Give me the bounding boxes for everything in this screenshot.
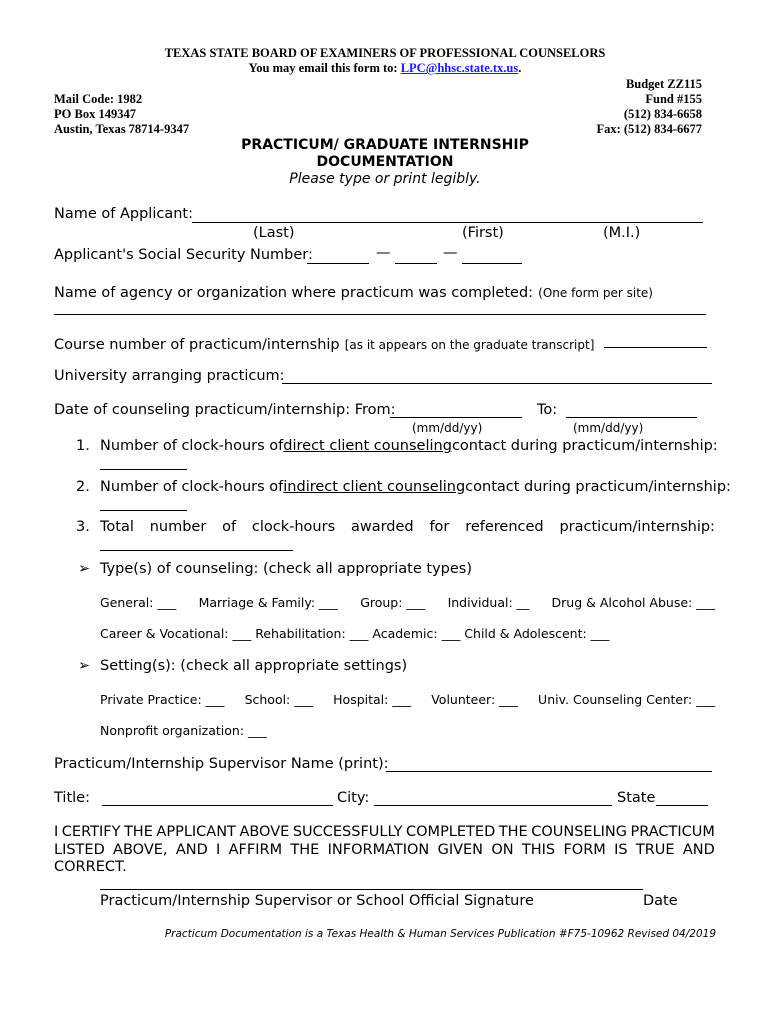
type-general-option[interactable]: General: ___ <box>100 595 177 610</box>
first-name-caption: (First) <box>462 225 504 241</box>
item-3-text <box>100 519 715 535</box>
applicant-name-field[interactable] <box>192 222 703 223</box>
po-box: PO Box 149347 <box>54 107 136 121</box>
university-label: University arranging practicum: <box>54 368 285 384</box>
setting-hospital-option[interactable]: Hospital: ___ <box>333 692 412 707</box>
cert-word: IS <box>614 842 628 858</box>
cert-word: INFORMATION <box>327 842 430 858</box>
cert-word: AND <box>175 842 208 858</box>
form-instruction: Please type or print legibly. <box>289 171 481 187</box>
item-2-part-b: contact during practicum/internship: <box>465 479 731 495</box>
item-1-number: 1. <box>76 438 90 454</box>
cert-word: APPLICANT <box>156 824 236 840</box>
ssn-label: Applicant's Social Security Number: <box>54 247 313 263</box>
date-to-format: (mm/dd/yy) <box>573 421 644 435</box>
city-state-zip: Austin, Texas 78714-9347 <box>54 122 190 136</box>
cert-word: ON <box>491 842 514 858</box>
mail-code: Mail Code: 1982 <box>54 92 143 106</box>
certification-line-3: CORRECT. <box>54 859 127 875</box>
awarded-hours-field[interactable] <box>100 550 293 551</box>
item-2-underlined: indirect client counseling <box>283 479 466 495</box>
direct-hours-field[interactable] <box>100 469 187 470</box>
cert-word: COUNSELING <box>531 824 628 840</box>
course-note: [as it appears on the graduate transcript] <box>344 338 595 352</box>
settings-bullet-icon: ➢ <box>78 658 91 674</box>
board-name: TEXAS STATE BOARD OF EXAMINERS OF PROFESSIONAL COUNSELORS <box>164 46 606 60</box>
date-from-field[interactable] <box>390 417 522 418</box>
signature-field[interactable] <box>100 889 643 890</box>
cert-word: ABOVE <box>239 824 290 840</box>
course-line <box>54 334 594 353</box>
item-3-word: number <box>149 519 207 535</box>
title-label: Title: <box>54 790 90 806</box>
cert-word: FORM <box>563 842 606 858</box>
ssn-field-part3[interactable] <box>462 263 522 264</box>
cert-word: CERTIFY <box>61 824 121 840</box>
course-number-field[interactable] <box>604 347 707 348</box>
settings-row-1 <box>100 692 715 707</box>
cert-word: COMPLETED <box>406 824 496 840</box>
email-line <box>0 61 770 76</box>
item-2-part-a: Number of clock-hours of <box>100 479 284 495</box>
phone-number: (512) 834-6658 <box>623 107 702 121</box>
ssn-field-part1[interactable] <box>307 263 369 264</box>
city-field[interactable] <box>374 805 612 806</box>
type-individual-option[interactable]: Individual: __ <box>447 595 530 610</box>
item-3-word: practicum/internship: <box>559 519 715 535</box>
supervisor-name-label: Practicum/Internship Supervisor Name (print): <box>54 756 389 772</box>
budget-code: Budget ZZ115 <box>625 77 702 91</box>
settings-heading: Setting(s): (check all appropriate settings) <box>100 658 408 674</box>
footer-publication-note: Practicum Documentation is a Texas Health & Human Services Publication #F75-10962 Revised 04/2019 <box>164 928 716 940</box>
university-field[interactable] <box>282 383 712 384</box>
cert-word: AND <box>682 842 715 858</box>
date-from-format: (mm/dd/yy) <box>412 421 483 435</box>
signature-caption: Practicum/Internship Supervisor or School Official Signature <box>100 893 534 909</box>
item-3-word: for <box>429 519 450 535</box>
certification-line-2 <box>54 842 715 858</box>
setting-school-option[interactable]: School: ___ <box>244 692 313 707</box>
types-bullet-icon: ➢ <box>78 561 91 577</box>
cert-word: THIS <box>521 842 556 858</box>
type-drug-alcohol-option[interactable]: Drug & Alcohol Abuse: ___ <box>551 595 715 610</box>
cert-word: I <box>54 824 59 840</box>
course-label: Course number of practicum/internship <box>54 337 340 353</box>
agency-label: Name of agency or organization where practicum was completed: <box>54 285 534 301</box>
cert-word: AFFIRM <box>228 842 283 858</box>
cert-word: THE <box>123 824 153 840</box>
item-2-text <box>100 479 731 495</box>
form-title-line2: DOCUMENTATION <box>316 154 454 170</box>
setting-volunteer-option[interactable]: Volunteer: ___ <box>431 692 518 707</box>
item-2-number: 2. <box>76 479 90 495</box>
types-heading: Type(s) of counseling: (check all appropriate types) <box>100 561 472 577</box>
type-group-option[interactable]: Group: ___ <box>360 595 426 610</box>
setting-univ-counseling-option[interactable]: Univ. Counseling Center: ___ <box>538 692 715 707</box>
date-to-label: To: <box>537 402 558 418</box>
ssn-dash-1: — <box>376 245 391 261</box>
date-caption: Date <box>643 893 678 909</box>
ssn-field-part2[interactable] <box>395 263 437 264</box>
setting-nonprofit-option[interactable]: Nonprofit organization: ___ <box>100 723 267 738</box>
cert-word: THE <box>290 842 320 858</box>
city-label: City: <box>337 790 370 806</box>
fax-number: Fax: (512) 834-6677 <box>596 122 702 136</box>
agency-field[interactable] <box>54 314 706 315</box>
item-3-number: 3. <box>76 519 90 535</box>
email-suffix: . <box>518 61 522 75</box>
item-3-word: awarded <box>350 519 414 535</box>
item-1-part-a: Number of clock-hours of <box>100 438 284 454</box>
date-from-label: Date of counseling practicum/internship: From: <box>54 402 396 418</box>
title-field[interactable] <box>102 805 333 806</box>
types-row-2[interactable]: Career & Vocational: ___ Rehabilitation: ___ Academic: ___ Child & Adolescent: ___ <box>100 626 610 641</box>
type-marriage-family-option[interactable]: Marriage & Family: ___ <box>198 595 338 610</box>
types-row-1 <box>100 595 715 610</box>
date-to-field[interactable] <box>566 417 697 418</box>
form-title-line1: PRACTICUM/ GRADUATE INTERNSHIP <box>241 137 529 153</box>
cert-word: I <box>216 842 221 858</box>
applicant-name-label: Name of Applicant: <box>54 206 193 222</box>
cert-word: SUCCESSFULLY <box>292 824 403 840</box>
agency-line <box>54 282 653 301</box>
item-1-underlined: direct client counseling <box>283 438 452 454</box>
middle-initial-caption: (M.I.) <box>603 225 641 241</box>
item-3-word: clock-hours <box>251 519 336 535</box>
fund-number: Fund #155 <box>645 92 702 106</box>
last-name-caption: (Last) <box>253 225 295 241</box>
cert-word: THE <box>498 824 528 840</box>
cert-word: LISTED <box>54 842 105 858</box>
cert-word: PRACTICUM <box>630 824 715 840</box>
ssn-dash-2: — <box>443 245 458 261</box>
cert-word: ABOVE, <box>113 842 168 858</box>
item-1-part-b: contact during practicum/internship: <box>451 438 718 454</box>
cert-word: GIVEN <box>437 842 484 858</box>
item-3-word: of <box>222 519 237 535</box>
certification-line-1 <box>54 824 715 840</box>
setting-private-practice-option[interactable]: Private Practice: ___ <box>100 692 225 707</box>
item-3-word: Total <box>100 519 134 535</box>
state-label: State <box>617 790 656 806</box>
email-link[interactable]: LPC@hhsc.state.tx.us <box>400 61 519 75</box>
cert-word: TRUE <box>635 842 675 858</box>
email-prefix: You may email this form to: <box>248 61 401 75</box>
indirect-hours-field[interactable] <box>100 510 187 511</box>
item-1-text <box>100 438 718 454</box>
item-3-word: referenced <box>465 519 544 535</box>
supervisor-name-field[interactable] <box>386 771 712 772</box>
state-field[interactable] <box>656 805 708 806</box>
agency-note: (One form per site) <box>538 286 653 300</box>
